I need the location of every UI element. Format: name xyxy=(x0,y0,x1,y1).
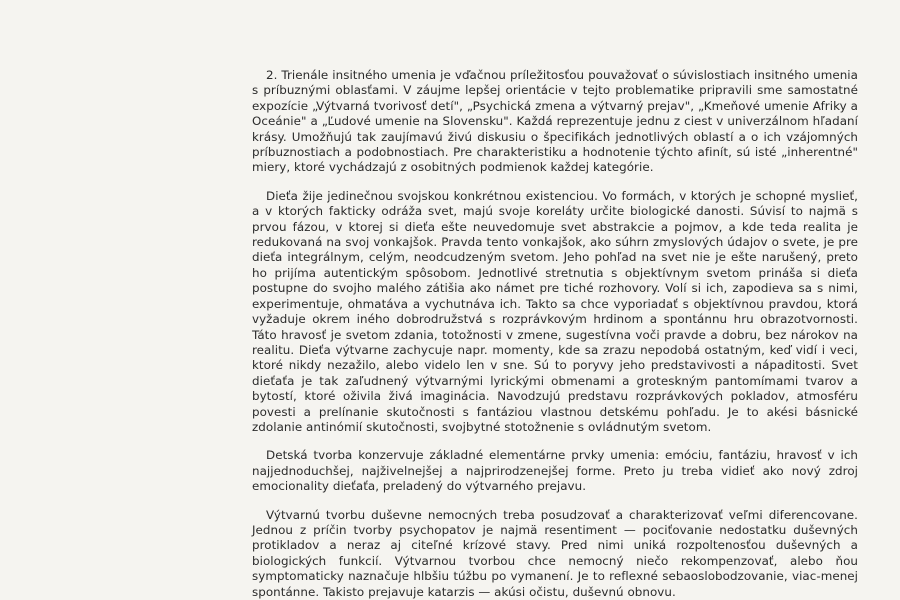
paragraph-child-existence: Dieťa žije jedinečnou svojskou konkrétnou existenciou. Vo formách, v ktorých je schopné myslieť, a v ktorých fakticky odráža svet, majú svoje koreláty určite biologické danosti. Súvisí to najmä s prvou fázou, v ktorej si dieťa ešte neuvedomuje svet abstrakcie a pojmov, a kde teda realita je redukovaná na svoj vonkajšok. Pravda tento vonkajšok, ako súhrn zmyslových údajov o svete, je pre dieťa integrálnym, celým, neodcudzeným svetom. Jeho pohľad na svet nie je ešte narušený, preto ho prijíma autentickým spôsobom. Jednotlivé stretnutia s objektívnym svetom prináša si dieťa postupne do svojho malého zátišia ako námet pre tiché rozhovory. Volí si ich, zapodieva sa s nimi, experimentuje, ohmatáva a vychutnáva ich. Takto sa chce vyporiadať s objektívnou pravdou, ktorá vyžaduje okrem iného dobrodružstvá s rozprávkovým hrdinom a spontánnu hru obrazotvornosti. Táto hravosť je svetom zdania, totožnosti v zmene, sugestívna voči pravde a dobru, bez nárokov na realitu. Dieťa výtvarne zachycuje napr. momenty, kde sa zrazu nepodobá ostatným, keď vidí i veci, ktoré nikdy nezažilo, alebo videlo len v sne. Sú to poryvy jeho predstavivosti a nápaditosti. Svet dieťaťa je tak zaľudnený výtvarnými lyrickými obmenami a groteskným pantomímami tvarov a bytostí, ktoré oživila živá imaginácia. Navodzujú predstavu rozprávkových pokladov, atmosféru povesti a prelínanie skutočnosti s fantáziou vlastnou detskému pohľadu. Je to akési básnické zdolanie antinómií skutočnosti, svojbytné stotožnenie s ovládnutým svetom. xyxy=(252,188,858,434)
paragraph-mental-illness-art: Výtvarnú tvorbu duševne nemocných treba posudzovať a charakterizovať veľmi diferencovane. Jednou z príčin tvorby psychopatov je najmä resentiment — pociťovanie nedostatku duševných protikladov a neraz aj citeľné krízové stavy. Pred nimi uniká rozpoltenosťou duševných a biologických funkcií. Výtvarnou tvorbou chce nemocný niečo rekompenzovať, alebo ňou symptomaticky naznačuje hlbšiu túžbu po vymanení. Je to reflexné sebaoslobodzovanie, viac-menej spontánne. Takisto prejavuje katarzis — akúsi očistu, duševnú obnovu. xyxy=(252,507,858,599)
paragraph-intro: 2. Trienále insitného umenia je vďačnou príležitosťou pouvažovať o súvislostiach insitného umenia s príbuznými oblasťami. V záujme lepšej orientácie v tejto problematike pripravili sme samostatné expozície „Výtvarná tvorivosť detí", „Psychická zmena a výtvarný prejav", „Kmeňové umenie Afriky a Oceánie" a „Ľudové umenie na Slovensku". Každá reprezentuje jednu z ciest v univerzálnom hľadaní krásy. Umožňujú tak zaujímavú živú diskusiu o špecifikách jednotlivých oblastí a o ich vzájomných príbuznostiach a podobnostiach. Pre charakteristiku a hodnotenie týchto afinít, sú isté „inherentné" miery, ktoré vychádzajú z osobitných podmienok každej kategórie. xyxy=(252,68,858,175)
article-text xyxy=(252,68,858,600)
paragraph-child-art: Detská tvorba konzervuje základné elementárne prvky umenia: emóciu, fantáziu, hravosť v ich najjednoduchšej, najživelnejšej a najprirodzenejšej forme. Preto ju treba vidieť ako nový zdroj emocionality dieťaťa, preladený do výtvarného prejavu. xyxy=(252,448,858,494)
